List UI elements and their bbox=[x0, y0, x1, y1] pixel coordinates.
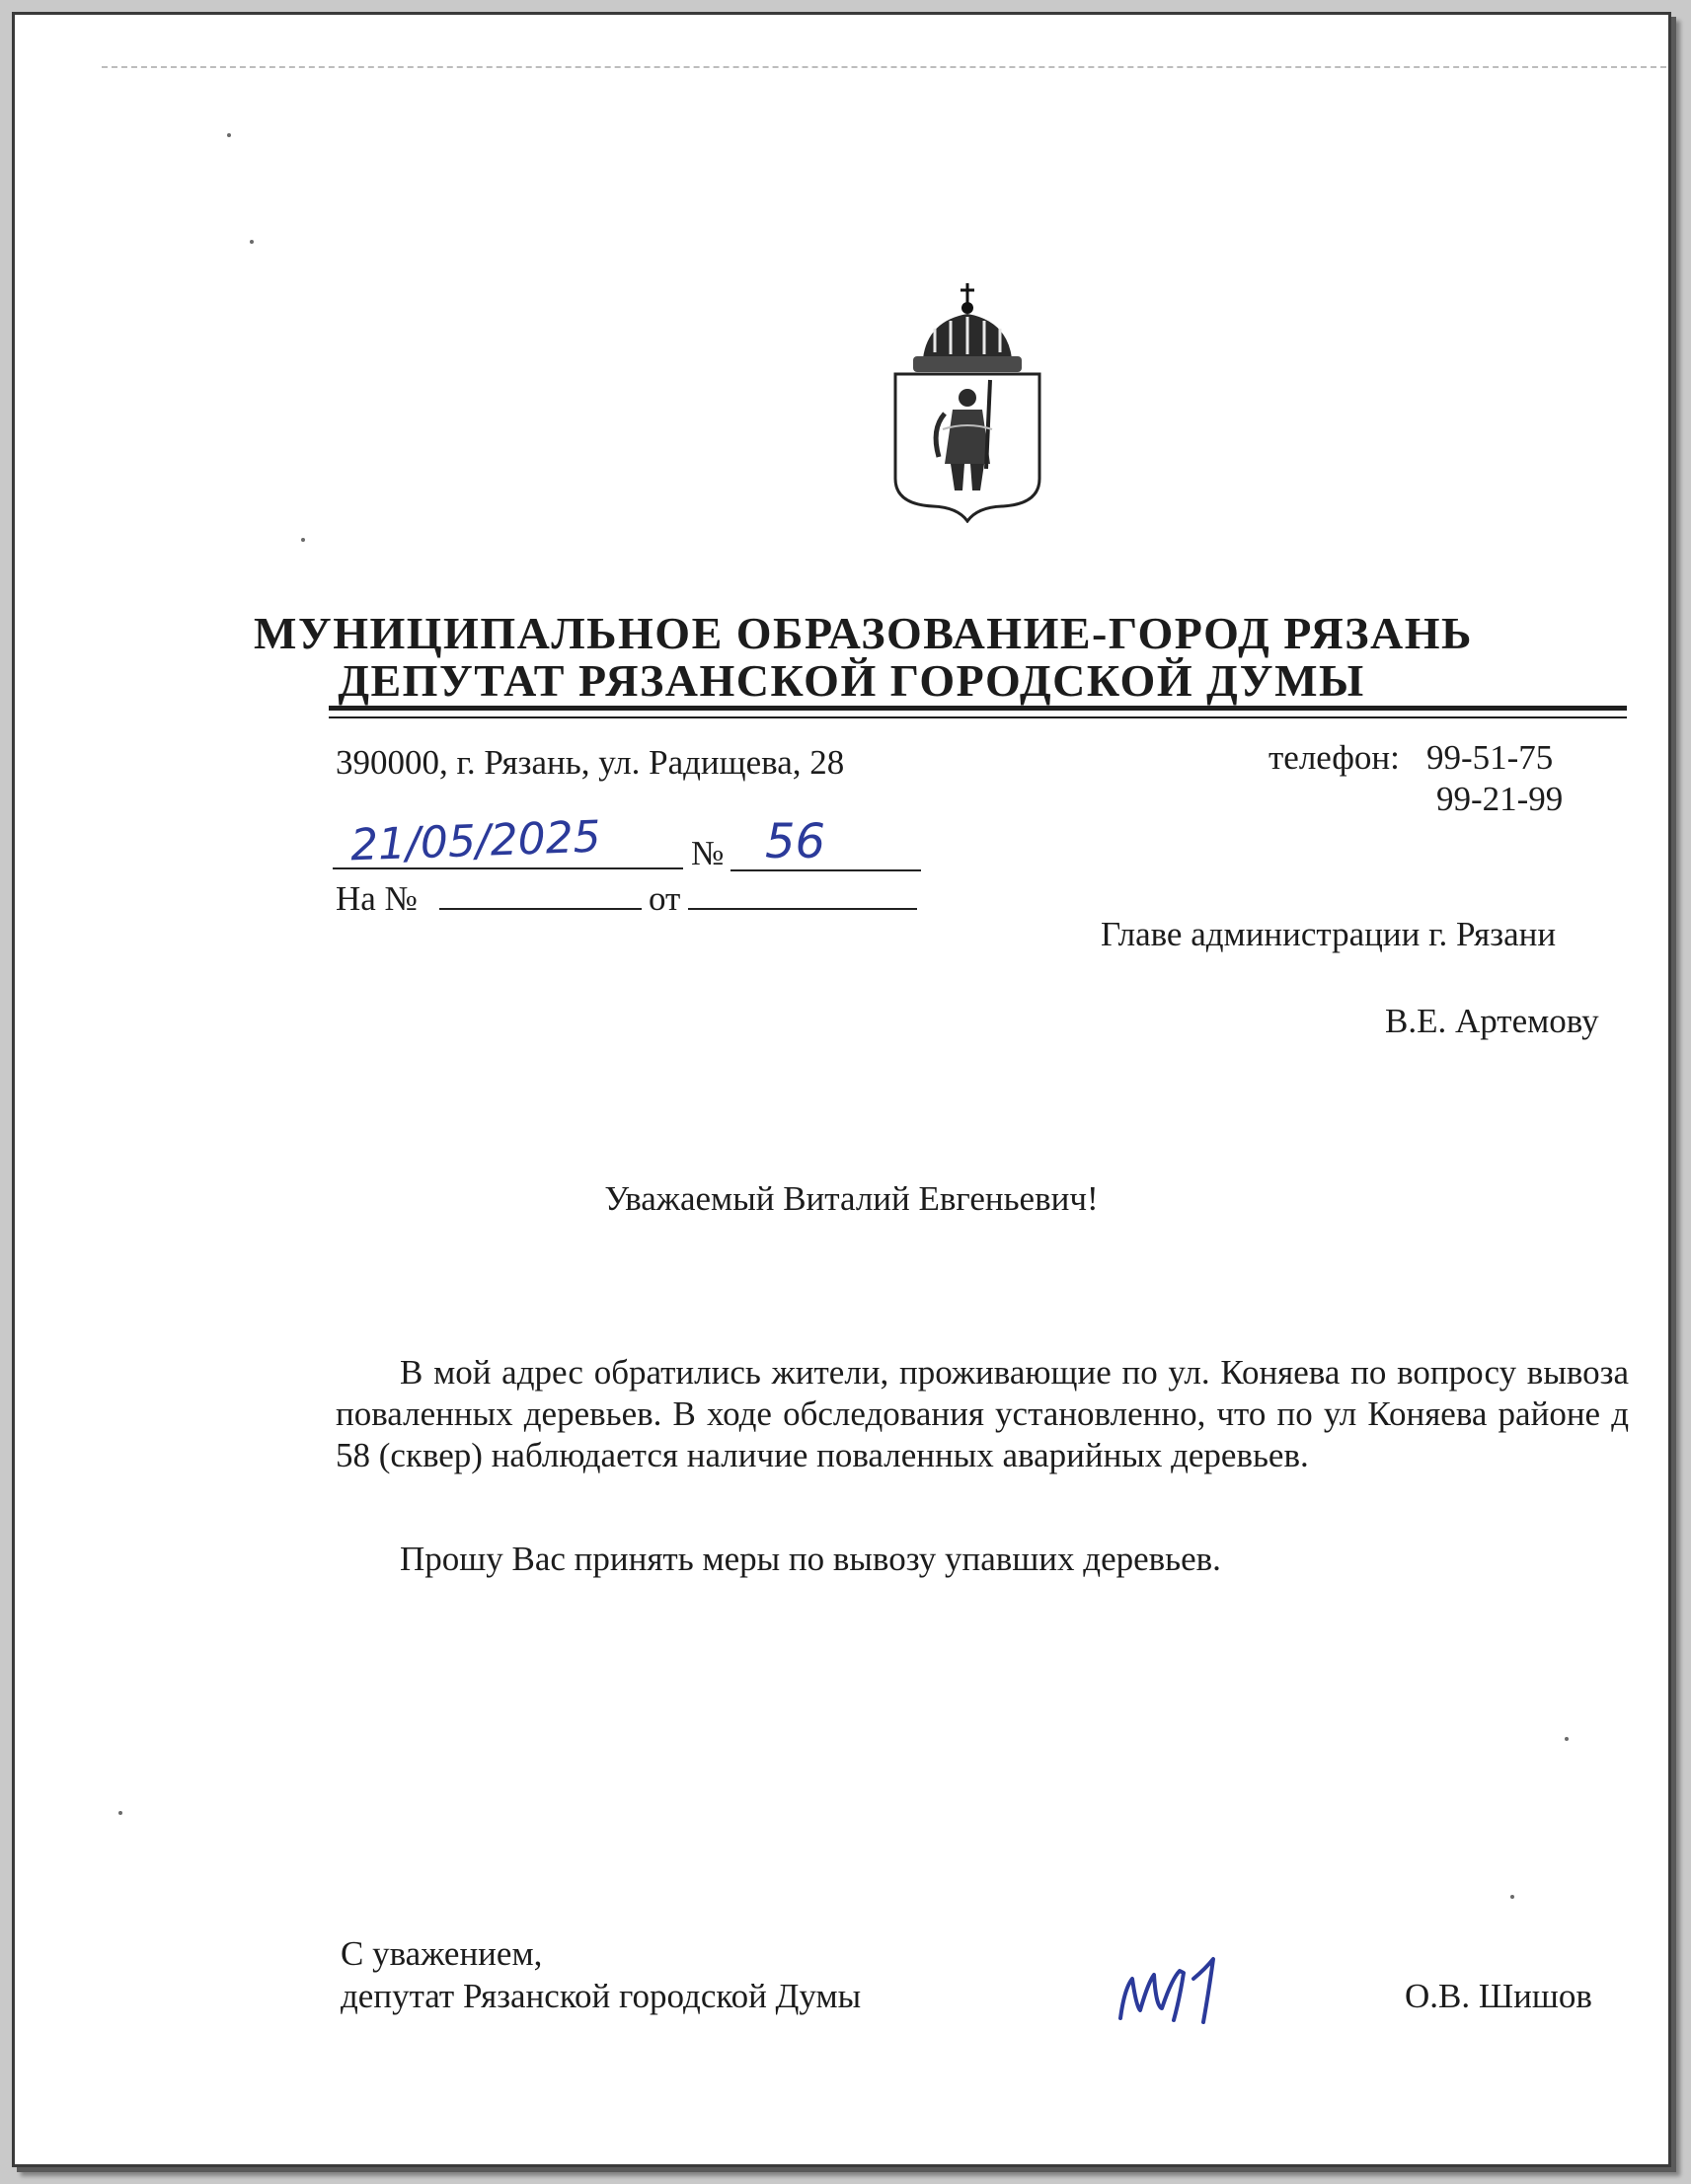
heading-municipality: МУНИЦИПАЛЬНОЕ ОБРАЗОВАНИЕ-ГОРОД РЯЗАНЬ bbox=[254, 608, 1473, 658]
reply-date-blank bbox=[688, 908, 917, 910]
signer-name: О.В. Шишов bbox=[1405, 1977, 1592, 2015]
phone-number-1: 99-51-75 bbox=[1426, 738, 1554, 777]
date-underline bbox=[333, 867, 683, 869]
salutation: Уважаемый Виталий Евгеньевич! bbox=[604, 1179, 1099, 1218]
scan-speck bbox=[301, 538, 305, 542]
number-sign: № bbox=[691, 834, 725, 872]
reply-number-blank bbox=[439, 908, 642, 910]
outgoing-number-handwritten: 56 bbox=[765, 814, 826, 869]
scan-speck bbox=[118, 1811, 122, 1815]
scan-speck bbox=[250, 240, 254, 244]
body-paragraph: В мой адрес обратились жители, проживающие по ул. Коняева по вопросу вывоза поваленных деревьев. В ходе обследования установленно, что по ул Коняева районе д 58 (сквер) наблюдается наличие поваленных аварийных деревьев. bbox=[336, 1353, 1629, 1474]
number-underline bbox=[730, 869, 921, 871]
phone-number-2: 99-21-99 bbox=[1436, 780, 1564, 818]
reply-reference-label: На № bbox=[336, 879, 418, 918]
header-rule-thick bbox=[329, 706, 1627, 711]
reply-from-label: от bbox=[649, 879, 681, 918]
body-request: Прошу Вас принять меры по вывозу упавших деревьев. bbox=[400, 1540, 1221, 1578]
closing-regards: С уважением, bbox=[341, 1934, 543, 1973]
outgoing-date-handwritten: 21/05/2025 bbox=[349, 811, 602, 871]
top-dashed-rule bbox=[102, 66, 1666, 68]
header-rule-thin bbox=[329, 716, 1627, 718]
scan-speck bbox=[227, 133, 231, 137]
letter-sheet bbox=[12, 12, 1671, 2167]
scan-speck bbox=[1565, 1737, 1569, 1741]
heading-deputy: ДЕПУТАТ РЯЗАНСКОЙ ГОРОДСКОЙ ДУМЫ bbox=[338, 655, 1365, 706]
handwritten-signature bbox=[1111, 1949, 1259, 2038]
recipient-title: Главе администрации г. Рязани bbox=[1101, 915, 1557, 953]
sender-address: 390000, г. Рязань, ул. Радищева, 28 bbox=[336, 743, 845, 782]
signer-position: депутат Рязанской городской Думы bbox=[341, 1977, 862, 2015]
recipient-name: В.Е. Артемову bbox=[1385, 1002, 1599, 1040]
ryazan-coat-of-arms-icon bbox=[884, 281, 1051, 523]
phone-label: телефон: bbox=[1268, 738, 1400, 777]
scan-speck bbox=[1510, 1895, 1514, 1899]
